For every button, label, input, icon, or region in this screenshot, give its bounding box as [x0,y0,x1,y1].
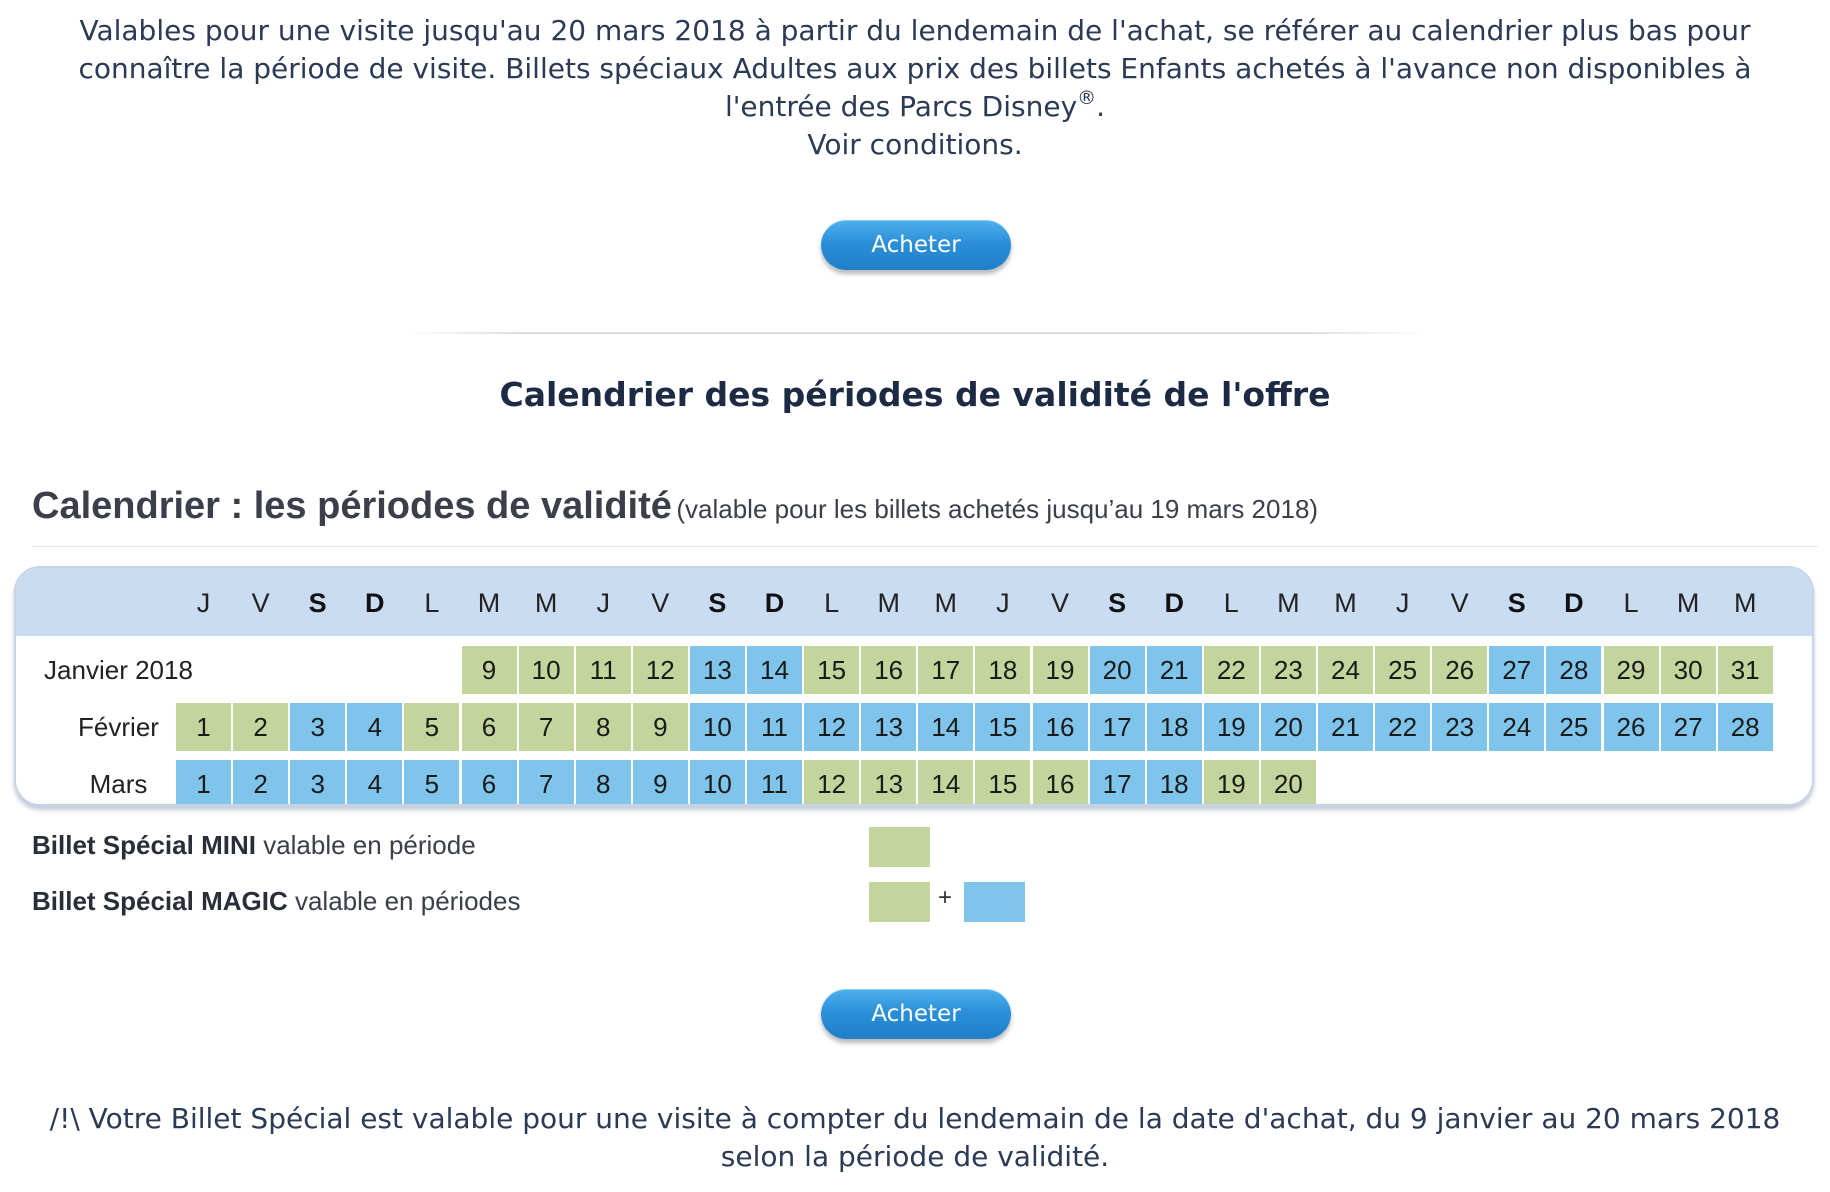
day-header: S [308,588,327,618]
day-header: J [196,588,211,618]
calendar-day-cell: 4 [347,703,402,751]
day-header: S [1507,588,1526,618]
calendar-day-cell: 10 [690,760,745,806]
calendar-day-cell: 7 [519,703,574,751]
calendar-day-cell: 17 [1090,760,1145,806]
calendar-day-cell: 6 [462,703,517,751]
calendar-day-cell: 1 [176,760,231,806]
calendar-day-cell: 14 [918,760,973,806]
calendar-day-cell: 23 [1432,703,1487,751]
day-header: M [1334,588,1357,618]
legend-magic-blue-swatch [964,882,1025,922]
calendar-day-cell: 25 [1375,646,1430,694]
calendar-day-cell: 27 [1661,703,1716,751]
day-header: S [708,588,727,618]
legend-plus-sign: + [938,884,953,911]
calendar-day-cell: 17 [1090,703,1145,751]
calendar-day-cell: 6 [462,760,517,806]
calendar-day-cell: 15 [975,703,1030,751]
calendar-day-cell: 12 [804,703,859,751]
legend-magic [32,886,520,917]
calendar-day-cell: 3 [290,703,345,751]
day-header: S [1108,588,1127,618]
calendar-day-cell: 19 [1204,703,1259,751]
legend-mini [32,830,476,861]
divider [405,332,1425,334]
calendar-day-cell: 12 [804,760,859,806]
calendar-day-cell: 12 [633,646,688,694]
calendar-day-cell: 28 [1546,646,1601,694]
calendar-day-cell: 16 [1033,760,1088,806]
day-header: L [424,588,440,618]
calendar-heading-title: Calendrier : les périodes de validité [32,485,672,527]
calendar-day-cell: 23 [1261,646,1316,694]
day-header: D [365,588,385,618]
day-header: V [251,588,270,618]
calendar-day-cell: 26 [1604,703,1659,751]
footnote [30,1100,1800,1176]
day-header: D [1164,588,1184,618]
calendar-day-cell: 10 [690,703,745,751]
calendar-heading-note: (valable pour les billets achetés jusqu’au 19 mars 2018) [676,494,1319,524]
calendar-day-cell: 19 [1204,760,1259,806]
day-header: M [477,588,501,618]
heading-rule [32,546,1818,547]
calendar-day-cell: 5 [404,703,459,751]
calendar-day-cell: 19 [1033,646,1088,694]
day-header: V [1450,588,1469,618]
calendar-day-cell: 18 [975,646,1030,694]
day-header: M [934,588,958,618]
day-header: M [877,588,900,618]
calendar-day-cell: 20 [1090,646,1145,694]
calendar-day-cell: 16 [861,646,916,694]
calendar-day-cell: 26 [1432,646,1487,694]
day-header: L [1223,588,1239,618]
calendar-day-cell: 11 [576,646,631,694]
calendar-day-cell: 11 [747,760,802,806]
calendar-day-cell: 24 [1318,646,1373,694]
calendar-day-cell: 8 [576,703,631,751]
calendar-day-cell: 2 [233,703,288,751]
month-label: Février [78,712,159,742]
conditions-link[interactable]: Voir conditions. [807,128,1023,161]
calendar-day-cell: 15 [804,646,859,694]
calendar-day-cell: 15 [975,760,1030,806]
day-header: J [596,588,610,618]
intro-line-3: l'entrée des Parcs Disney [724,90,1078,123]
calendar-day-cell: 9 [462,646,517,694]
calendar-day-cell: 22 [1204,646,1259,694]
day-header: M [1277,588,1300,618]
calendar-day-cell: 17 [918,646,973,694]
day-header: D [764,588,785,618]
calendar-day-cell: 5 [404,760,459,806]
calendar-heading [32,485,1318,528]
calendar-day-cell: 18 [1147,760,1202,806]
calendar-day-cell: 31 [1718,646,1773,694]
calendar-day-cell: 30 [1661,646,1716,694]
calendar-day-cell: 14 [747,646,802,694]
calendar-day-cell: 29 [1604,646,1659,694]
calendar-day-cell: 14 [918,703,973,751]
calendar-day-cell: 22 [1375,703,1430,751]
intro-line-3-end: . [1096,90,1106,123]
day-header: M [534,588,558,618]
registered-mark: ® [1077,87,1097,109]
legend-magic-ticket-name: Billet Spécial MAGIC [32,886,288,916]
calendar-day-cell: 28 [1718,703,1773,751]
day-header: L [824,588,840,618]
calendar-day-cell: 27 [1489,646,1544,694]
calendar-day-cell: 9 [633,760,688,806]
footnote-line-2: selon la période de validité. [720,1140,1110,1173]
day-header: D [1564,588,1584,618]
intro-line-1: Valables pour une visite jusqu'au 20 mars 2018 à partir du lendemain de l'achat, se référer au calendrier plus bas pour [79,14,1751,47]
day-header: J [1395,588,1410,618]
legend-magic-description: valable en périodes [294,886,521,916]
intro-text [50,12,1780,164]
calendar-day-cell: 1 [176,703,231,751]
month-label: Janvier 2018 [44,655,193,685]
day-header: M [1733,588,1757,618]
calendar-day-cell: 10 [519,646,574,694]
calendar-day-cell: 25 [1546,703,1601,751]
intro-line-2: connaître la période de visite. Billets spéciaux Adultes aux prix des billets Enfants achetés à l'avance non disponibles à [78,52,1752,85]
validity-calendar [14,566,1814,806]
day-header: J [996,588,1010,618]
month-label: Mars [89,769,148,799]
legend-mini-green-swatch [869,827,930,867]
legend-mini-description: valable en période [263,830,476,860]
buy-button-bottom[interactable]: Acheter [821,989,1011,1039]
calendar-day-cell: 13 [861,703,916,751]
day-header: V [1050,588,1069,618]
section-title: Calendrier des périodes de validité de l'offre [499,375,1331,414]
calendar-day-cell: 13 [861,760,916,806]
legend-magic-green-swatch [869,882,930,922]
calendar-day-cell: 13 [690,646,745,694]
calendar-day-cell: 7 [519,760,574,806]
calendar-day-cell: 20 [1261,703,1316,751]
day-header: V [651,588,670,618]
day-header: M [1676,588,1700,618]
calendar-day-cell: 4 [347,760,402,806]
calendar-day-cell: 20 [1261,760,1316,806]
calendar-day-cell: 9 [633,703,688,751]
calendar-day-cell: 8 [576,760,631,806]
calendar-day-cell: 11 [747,703,802,751]
buy-button-top[interactable]: Acheter [821,220,1011,270]
legend-mini-ticket-name: Billet Spécial MINI [32,830,256,860]
calendar-day-cell: 3 [290,760,345,806]
day-header: L [1623,588,1639,618]
calendar-day-cell: 24 [1489,703,1544,751]
calendar-day-cell: 16 [1033,703,1088,751]
calendar-day-cell: 18 [1147,703,1202,751]
calendar-day-cell: 21 [1147,646,1202,694]
calendar-day-cell: 21 [1318,703,1373,751]
calendar-day-cell: 2 [233,760,288,806]
footnote-line-1: /!\ Votre Billet Spécial est valable pour une visite à compter du lendemain de la date d'achat, du 9 janvier au 20 mars 2018 [49,1102,1781,1135]
